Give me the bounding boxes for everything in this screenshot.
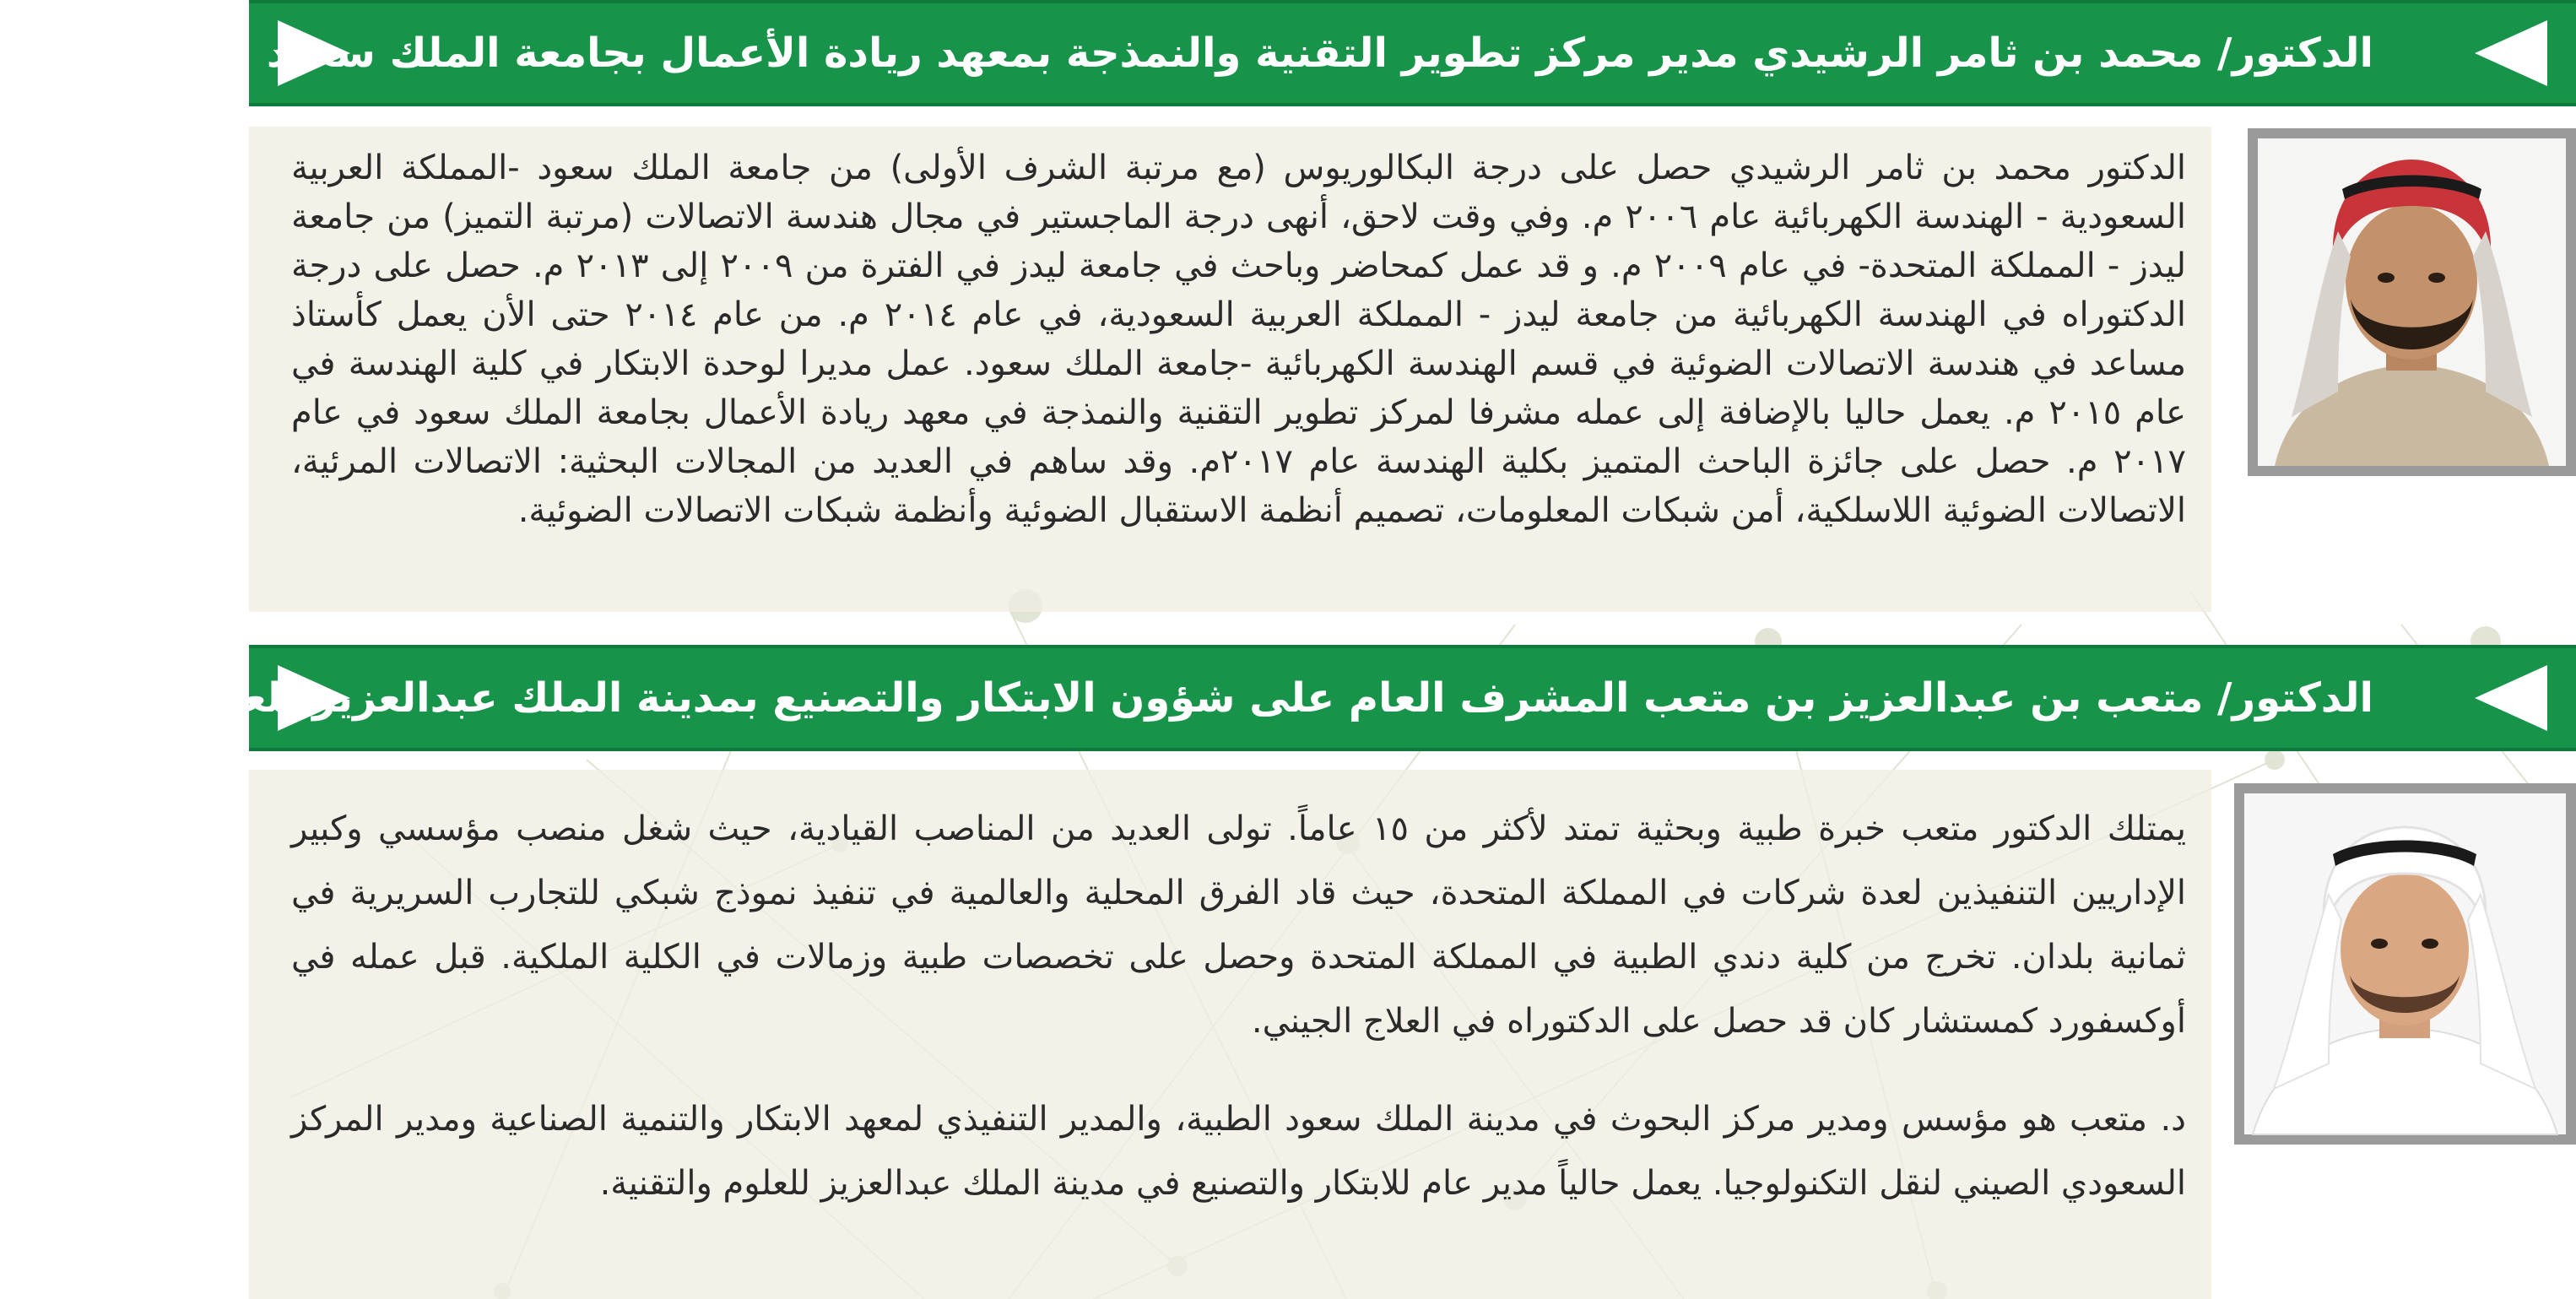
profile-1-bio-paragraph: الدكتور محمد بن ثامر الرشيدي حصل على درجة البكالوريوس (مع مرتبة الشرف الأولى) من جامعة الملك سعود -المملكة العربية السعودية - الهندسة الكهربائية عام ٢٠٠٦ م. وفي وقت لاحق، أنهى درجة الماجستير في مجال هندسة الاتصالات (مرتبة التميز) من جامعة ليدز - المملكة المتحدة- في عام ٢٠٠٩ م. و قد عمل كمحاضر وباحث في جامعة ليدز في الفترة من ٢٠٠٩ إلى ٢٠١٣ م. حصل على درجة الدكتوراه في الهندسة الكهربائية من جامعة ليدز - المملكة العربية السعودية، في عام ٢٠١٤ م. من عام ٢٠١٤ حتى الأن يعمل كأستاذ مساعد في هندسة الاتصالات الضوئية في قسم الهندسة الكهربائية -جامعة الملك سعود. عمل مديرا لوحدة الابتكار في كلية الهندسة في عام ٢٠١٥ م. يعمل حاليا بالإضافة إلى عمله مشرفا لمركز تطوير التقنية والنمذجة في معهد ريادة الأعمال بجامعة الملك سعود في عام ٢٠١٧ م. حصل على جائزة الباحث المتميز بكلية الهندسة عام ٢٠١٧م. وقد ساهم في العديد من المجالات البحثية: الاتصالات المرئية، الاتصالات الضوئية اللاسلكية، أمن شبكات المعلومات، تصميم أنظمة الاستقبال الضوئية وأنظمة شبكات الاتصالات الضوئية. bbox=[291, 149, 2187, 530]
portrait-man-white-shemagh-icon bbox=[2244, 793, 2566, 1134]
profile-1-bio-panel bbox=[249, 127, 2211, 612]
profile-1-photo bbox=[2258, 138, 2566, 466]
profile-2-bio-panel bbox=[249, 770, 2211, 1299]
profile-2-bio-paragraph-1: يمتلك الدكتور متعب خبرة طبية وبحثية تمتد لأكثر من ١٥ عاماً. تولى العديد من المناصب القيادية، حيث شغل منصب مؤسسي وكبير الإداريين التنفيذين لعدة شركات في المملكة المتحدة، حيث قاد الفرق المحلية والعالمية في تنفيذ نموذج شبكي للتجارب السريرية في ثمانية بلدان. تخرج من كلية دندي الطبية في المملكة المتحدة وحصل على تخصصات طبية وزمالات في الكلية الملكية. قبل عمله في أوكسفورد كمستشار كان قد حصل على الدكتوراه في العلاج الجيني. bbox=[291, 809, 2186, 1041]
profile-2-bio-paragraph-2: د. متعب هو مؤسس ومدير مركز البحوث في مدينة الملك سعود الطبية، والمدير التنفيذي لمعهد الابتكار والتنمية الصناعية ومدير المركز السعودي الصيني لنقل التكنولوجيا. يعمل حالياً مدير عام للابتكار والتصنيع في مدينة الملك عبدالعزيز للعلوم والتقنية. bbox=[291, 1100, 2186, 1203]
profile-1-banner bbox=[249, 0, 2576, 106]
profile-1-photo-frame bbox=[2248, 128, 2576, 476]
profile-1-title: الدكتور/ محمد بن ثامر الرشيدي مدير مركز تطوير التقنية والنمذجة بمعهد ريادة الأعمال بجامعة الملك سعود bbox=[266, 30, 2373, 77]
profile-2-banner bbox=[0, 645, 2576, 751]
portrait-man-red-shemagh-icon bbox=[2258, 138, 2566, 466]
play-arrow-right-icon bbox=[2466, 15, 2559, 91]
profile-2-photo-frame bbox=[2234, 783, 2576, 1145]
play-arrow-right-icon bbox=[2466, 660, 2559, 736]
profile-2-title: الدكتور/ متعب بن عبدالعزيز بن متعب المشرف العام على شؤون الابتكار والتصنيع بمدينة الملك عبدالعزيز للعلوم والتقنية bbox=[0, 674, 2373, 722]
profile-2-photo bbox=[2244, 793, 2566, 1134]
